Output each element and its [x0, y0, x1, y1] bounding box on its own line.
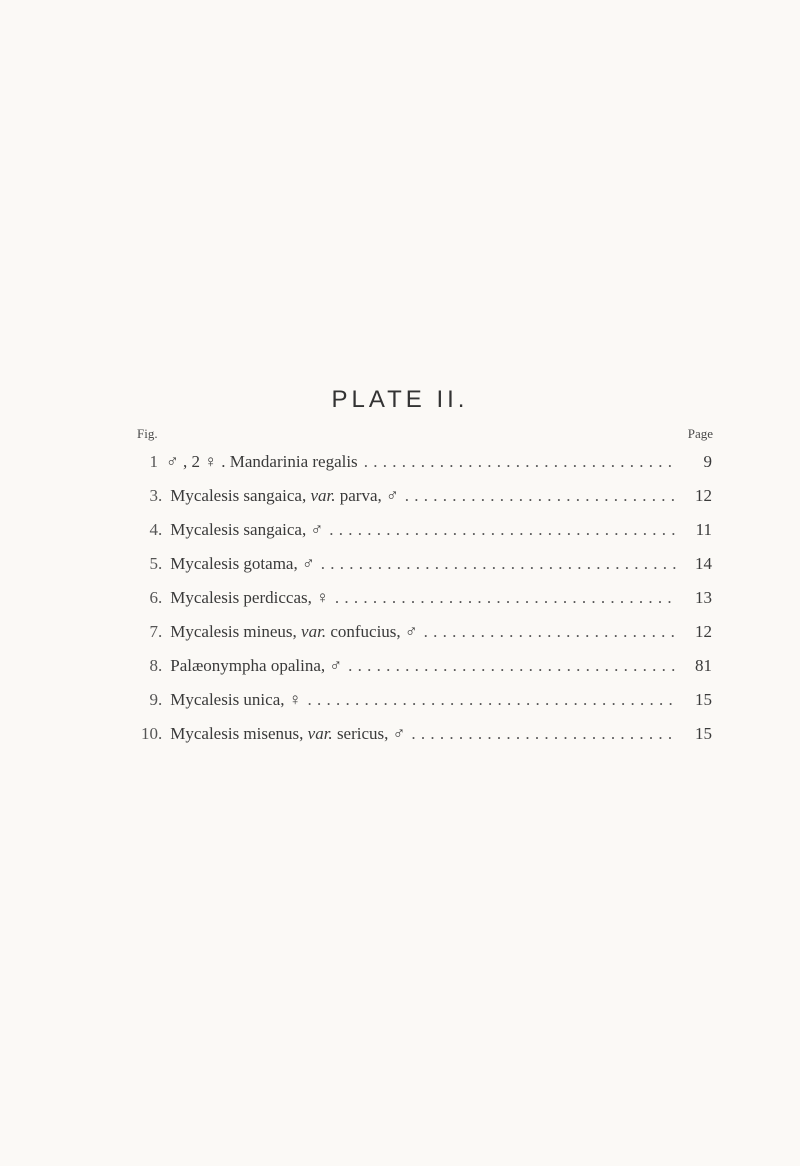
- fig-number: 3: [149, 486, 158, 505]
- list-item: 9 . Mycalesis unica, ♀ . . . 15: [140, 688, 712, 722]
- fig-description: Mycalesis perdiccas, ♀: [170, 588, 329, 607]
- fig-number: 1: [149, 452, 158, 471]
- fig-number: 10: [141, 724, 158, 743]
- fig-number: 4: [149, 520, 158, 539]
- list-item: 10 . Mycalesis misenus, var. sericus, ♂ . . . 15: [140, 722, 712, 756]
- fig-description: Mycalesis sangaica, ♂: [170, 520, 324, 539]
- plate-title: PLATE II.: [331, 386, 469, 413]
- dot-leader: [405, 722, 678, 746]
- fig-description: Mycalesis sangaica, var. parva, ♂: [170, 486, 399, 505]
- fig-description: Mycalesis mineus, var. confucius, ♂: [170, 622, 418, 641]
- fig-description: Palæonympha opalina, ♂: [170, 656, 343, 675]
- list-item: 5 . Mycalesis gotama, ♂ . . . 14: [140, 552, 712, 586]
- dot-leader: [418, 620, 678, 644]
- dot-leader: [323, 518, 678, 542]
- figure-list: [140, 450, 712, 756]
- page-number: 15: [695, 724, 712, 743]
- fig-number: 7: [149, 622, 158, 641]
- dot-leader: [342, 654, 678, 678]
- page-number: 11: [695, 520, 712, 539]
- fig-number: 9: [149, 690, 158, 709]
- fig-number: 8: [149, 656, 158, 675]
- fig-description: Mycalesis unica, ♀: [170, 690, 302, 709]
- page-number: 14: [695, 554, 712, 573]
- page-number: 9: [703, 452, 712, 471]
- fig-number: 6: [149, 588, 158, 607]
- list-item: 7 . Mycalesis mineus, var. confucius, ♂ . . . 12: [140, 620, 712, 654]
- fig-description: Mycalesis gotama, ♂: [170, 554, 315, 573]
- list-item: [140, 450, 712, 484]
- dot-leader: [315, 552, 678, 576]
- fig-description: ♂ , 2 ♀ . Mandarinia regalis: [166, 452, 358, 471]
- page-number: 12: [695, 486, 712, 505]
- list-item: 6 . Mycalesis perdiccas, ♀ . . . 13: [140, 586, 712, 620]
- page-number: 12: [695, 622, 712, 641]
- page-number: 13: [695, 588, 712, 607]
- page-number: 15: [695, 690, 712, 709]
- fig-column-header: Fig.: [137, 426, 158, 441]
- list-item: 3 . Mycalesis sangaica, var. parva, ♂ . . . 12: [140, 484, 712, 518]
- fig-number: 5: [149, 554, 158, 573]
- dot-leader: [302, 688, 679, 712]
- page-number: 81: [695, 656, 712, 675]
- list-item: 4 . Mycalesis sangaica, ♂ . . . 11: [140, 518, 712, 552]
- page-column-header: Page: [687, 426, 713, 441]
- dot-leader: [399, 484, 678, 508]
- fig-description: Mycalesis misenus, var. sericus, ♂: [170, 724, 406, 743]
- list-item: 8 . Palæonympha opalina, ♂ . . . 81: [140, 654, 712, 688]
- dot-leader: [358, 450, 678, 474]
- dot-leader: [329, 586, 678, 610]
